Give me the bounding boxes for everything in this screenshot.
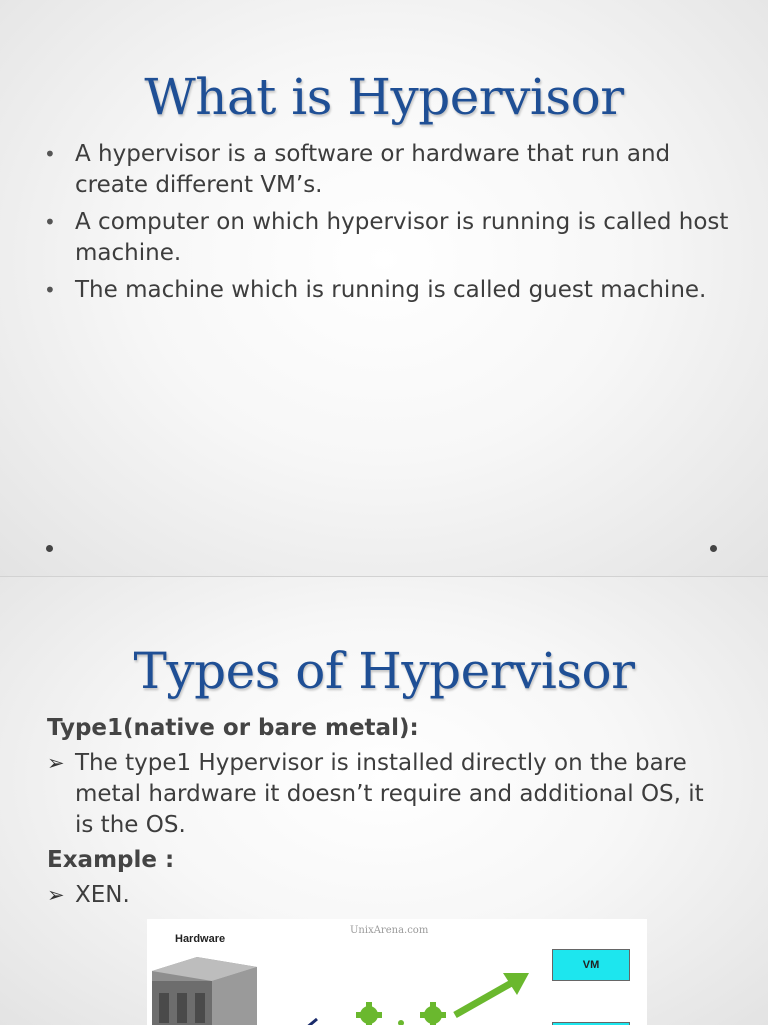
bullet-item (42, 275, 732, 306)
bullet-text: A hypervisor is a software or hardware that run and create different VM’s. (75, 141, 671, 198)
bullet-dot-icon: • (44, 210, 56, 234)
hypervisor-diagram (147, 919, 647, 1025)
arrow-bullet-item (47, 880, 727, 911)
bullet-dot-icon: • (44, 278, 56, 302)
vm-box: VM (552, 949, 630, 981)
bullet-list (42, 139, 732, 312)
example-heading: Example : (47, 847, 175, 873)
arrow-bullet-text: XEN. (75, 882, 130, 908)
arrow-bullet-item (47, 748, 727, 841)
slide-title: What is Hypervisor (144, 68, 624, 126)
arrow-bullet-text: The type1 Hypervisor is installed directly on the bare metal hardware it doesn’t require and additional OS, it is the OS. (75, 750, 704, 838)
slide-types-of-hypervisor (0, 576, 768, 1025)
slide-title: Types of Hypervisor (133, 642, 635, 700)
bullet-text: The machine which is running is called guest machine. (75, 277, 707, 303)
hardware-label: Hardware (175, 933, 226, 945)
bullet-item (42, 207, 732, 269)
slide-content (47, 713, 727, 915)
arrow-bullet-icon: ➢ (47, 751, 65, 775)
watermark: UnixArena.com (350, 925, 429, 936)
arrow-bullet-icon: ➢ (47, 883, 65, 907)
decorative-dot-right (710, 545, 717, 552)
bullet-text: A computer on which hypervisor is running is called host machine. (75, 209, 729, 266)
bullet-dot-icon: • (44, 142, 56, 166)
bullet-item (42, 139, 732, 201)
gears-arrow-icon (297, 959, 537, 1025)
section-heading: Type1(native or bare metal): (47, 715, 419, 741)
decorative-dot-left (46, 545, 53, 552)
server-hardware-icon (147, 949, 267, 1025)
